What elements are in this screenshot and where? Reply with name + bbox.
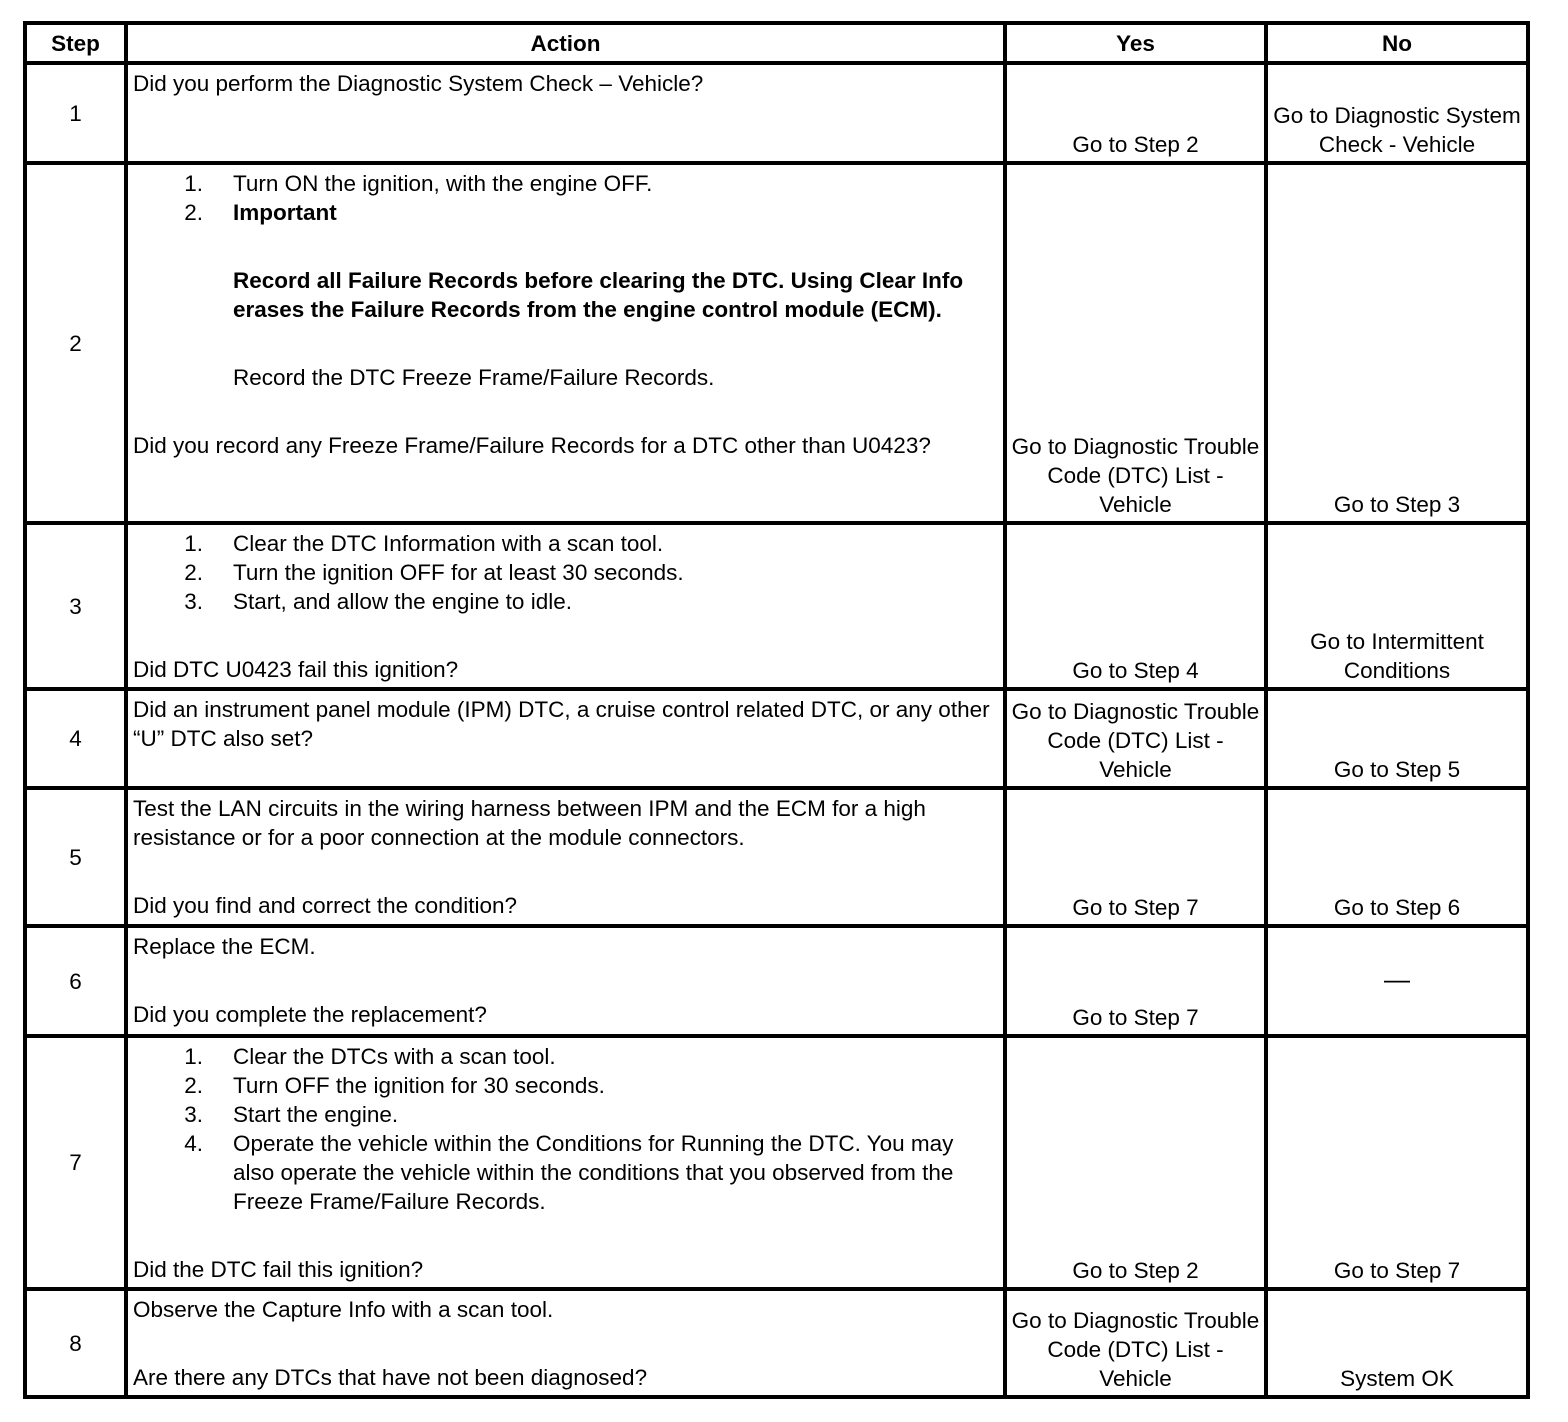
substep-number: 2. bbox=[184, 560, 203, 585]
substep-number: 1. bbox=[184, 531, 203, 556]
yes-cell: Go to Step 4 bbox=[1005, 523, 1266, 689]
step-number: 6 bbox=[25, 926, 126, 1036]
list-item bbox=[133, 587, 997, 616]
action-text: Did an instrument panel module (IPM) DTC, a cruise control related DTC, or any other “U” DTC also set? bbox=[133, 697, 990, 751]
table-row bbox=[25, 523, 1528, 689]
substep-text: Turn OFF the ignition for 30 seconds. bbox=[233, 1073, 605, 1098]
table-row bbox=[25, 163, 1528, 523]
action-question: Did you record any Freeze Frame/Failure Records for a DTC other than U0423? bbox=[133, 433, 931, 458]
header-action: Action bbox=[126, 23, 1005, 63]
no-cell bbox=[1266, 926, 1528, 1036]
diagnostic-table bbox=[23, 21, 1530, 1399]
header-yes: Yes bbox=[1005, 23, 1266, 63]
yes-cell: Go to Diagnostic Trouble Code (DTC) List - Vehicle bbox=[1005, 689, 1266, 788]
list-item bbox=[133, 1100, 997, 1129]
table-row bbox=[25, 1036, 1528, 1289]
no-cell: Go to Step 7 bbox=[1266, 1036, 1528, 1289]
list-item bbox=[133, 198, 997, 227]
action-cell bbox=[126, 788, 1005, 926]
not-applicable-dash: — bbox=[1384, 964, 1410, 994]
substep-text: Turn ON the ignition, with the engine OFF. bbox=[233, 171, 653, 196]
yes-cell: Go to Step 7 bbox=[1005, 926, 1266, 1036]
substep-number: 1. bbox=[184, 171, 203, 196]
step-number: 3 bbox=[25, 523, 126, 689]
list-item bbox=[133, 1042, 997, 1071]
list-item bbox=[133, 324, 997, 392]
yes-cell: Go to Step 7 bbox=[1005, 788, 1266, 926]
action-cell bbox=[126, 523, 1005, 689]
action-question: Did you find and correct the condition? bbox=[133, 893, 517, 918]
list-item bbox=[133, 558, 997, 587]
substep-list bbox=[133, 169, 997, 392]
substep-text: Clear the DTC Information with a scan tool. bbox=[233, 531, 664, 556]
action-cell bbox=[126, 1036, 1005, 1289]
substep-text: Clear the DTCs with a scan tool. bbox=[233, 1044, 556, 1069]
action-cell bbox=[126, 1289, 1005, 1397]
header-step: Step bbox=[25, 23, 126, 63]
list-item bbox=[133, 1129, 997, 1216]
table-row bbox=[25, 788, 1528, 926]
action-cell bbox=[126, 63, 1005, 163]
action-cell bbox=[126, 689, 1005, 788]
substep-number: 2. bbox=[184, 1073, 203, 1098]
no-cell: Go to Step 6 bbox=[1266, 788, 1528, 926]
substep-number: 4. bbox=[184, 1131, 203, 1156]
step-number: 1 bbox=[25, 63, 126, 163]
table-row bbox=[25, 926, 1528, 1036]
step-number: 4 bbox=[25, 689, 126, 788]
action-text: Test the LAN circuits in the wiring harness between IPM and the ECM for a high resistance or for a poor connection at the module connectors. bbox=[133, 796, 926, 850]
action-question: Did DTC U0423 fail this ignition? bbox=[133, 657, 459, 682]
action-question: Are there any DTCs that have not been diagnosed? bbox=[133, 1365, 648, 1390]
no-cell: Go to Step 5 bbox=[1266, 689, 1528, 788]
substep-text: Start the engine. bbox=[233, 1102, 399, 1127]
list-item bbox=[133, 1071, 997, 1100]
substep-number: 3. bbox=[184, 589, 203, 614]
table-row bbox=[25, 63, 1528, 163]
action-question: Did the DTC fail this ignition? bbox=[133, 1257, 424, 1282]
no-cell: Go to Step 3 bbox=[1266, 163, 1528, 523]
yes-cell: Go to Step 2 bbox=[1005, 63, 1266, 163]
header-no: No bbox=[1266, 23, 1528, 63]
no-cell: System OK bbox=[1266, 1289, 1528, 1397]
action-cell bbox=[126, 926, 1005, 1036]
list-item bbox=[133, 169, 997, 198]
list-item bbox=[133, 529, 997, 558]
step-number: 8 bbox=[25, 1289, 126, 1397]
substep-text: Operate the vehicle within the Conditions for Running the DTC. You may also operate the vehicle within the conditions that you observed from the Freeze Frame/Failure Records. bbox=[233, 1131, 954, 1214]
step-number: 2 bbox=[25, 163, 126, 523]
substep-list bbox=[133, 1042, 997, 1216]
substep-text: Start, and allow the engine to idle. bbox=[233, 589, 572, 614]
record-note: Record the DTC Freeze Frame/Failure Records. bbox=[233, 365, 715, 390]
important-label: Important bbox=[233, 200, 337, 225]
table-row bbox=[25, 689, 1528, 788]
substep-text: Turn the ignition OFF for at least 30 seconds. bbox=[233, 560, 684, 585]
substep-number: 2. bbox=[184, 200, 203, 225]
substep-number: 3. bbox=[184, 1102, 203, 1127]
action-text: Observe the Capture Info with a scan tool. bbox=[133, 1297, 554, 1322]
no-cell: Go to Diagnostic System Check - Vehicle bbox=[1266, 63, 1528, 163]
action-cell bbox=[126, 163, 1005, 523]
header-row bbox=[25, 23, 1528, 63]
substep-list bbox=[133, 529, 997, 616]
no-cell: Go to Intermittent Conditions bbox=[1266, 523, 1528, 689]
action-question: Did you complete the replacement? bbox=[133, 1002, 487, 1027]
yes-cell: Go to Step 2 bbox=[1005, 1036, 1266, 1289]
yes-cell: Go to Diagnostic Trouble Code (DTC) List - Vehicle bbox=[1005, 1289, 1266, 1397]
yes-cell: Go to Diagnostic Trouble Code (DTC) List - Vehicle bbox=[1005, 163, 1266, 523]
step-number: 5 bbox=[25, 788, 126, 926]
important-note: Record all Failure Records before clearing the DTC. Using Clear Info erases the Failure Records from the engine control module (ECM). bbox=[233, 268, 964, 322]
substep-number: 1. bbox=[184, 1044, 203, 1069]
step-number: 7 bbox=[25, 1036, 126, 1289]
list-item bbox=[133, 227, 997, 324]
action-text: Replace the ECM. bbox=[133, 934, 316, 959]
action-text: Did you perform the Diagnostic System Check – Vehicle? bbox=[133, 71, 704, 96]
table-row bbox=[25, 1289, 1528, 1397]
